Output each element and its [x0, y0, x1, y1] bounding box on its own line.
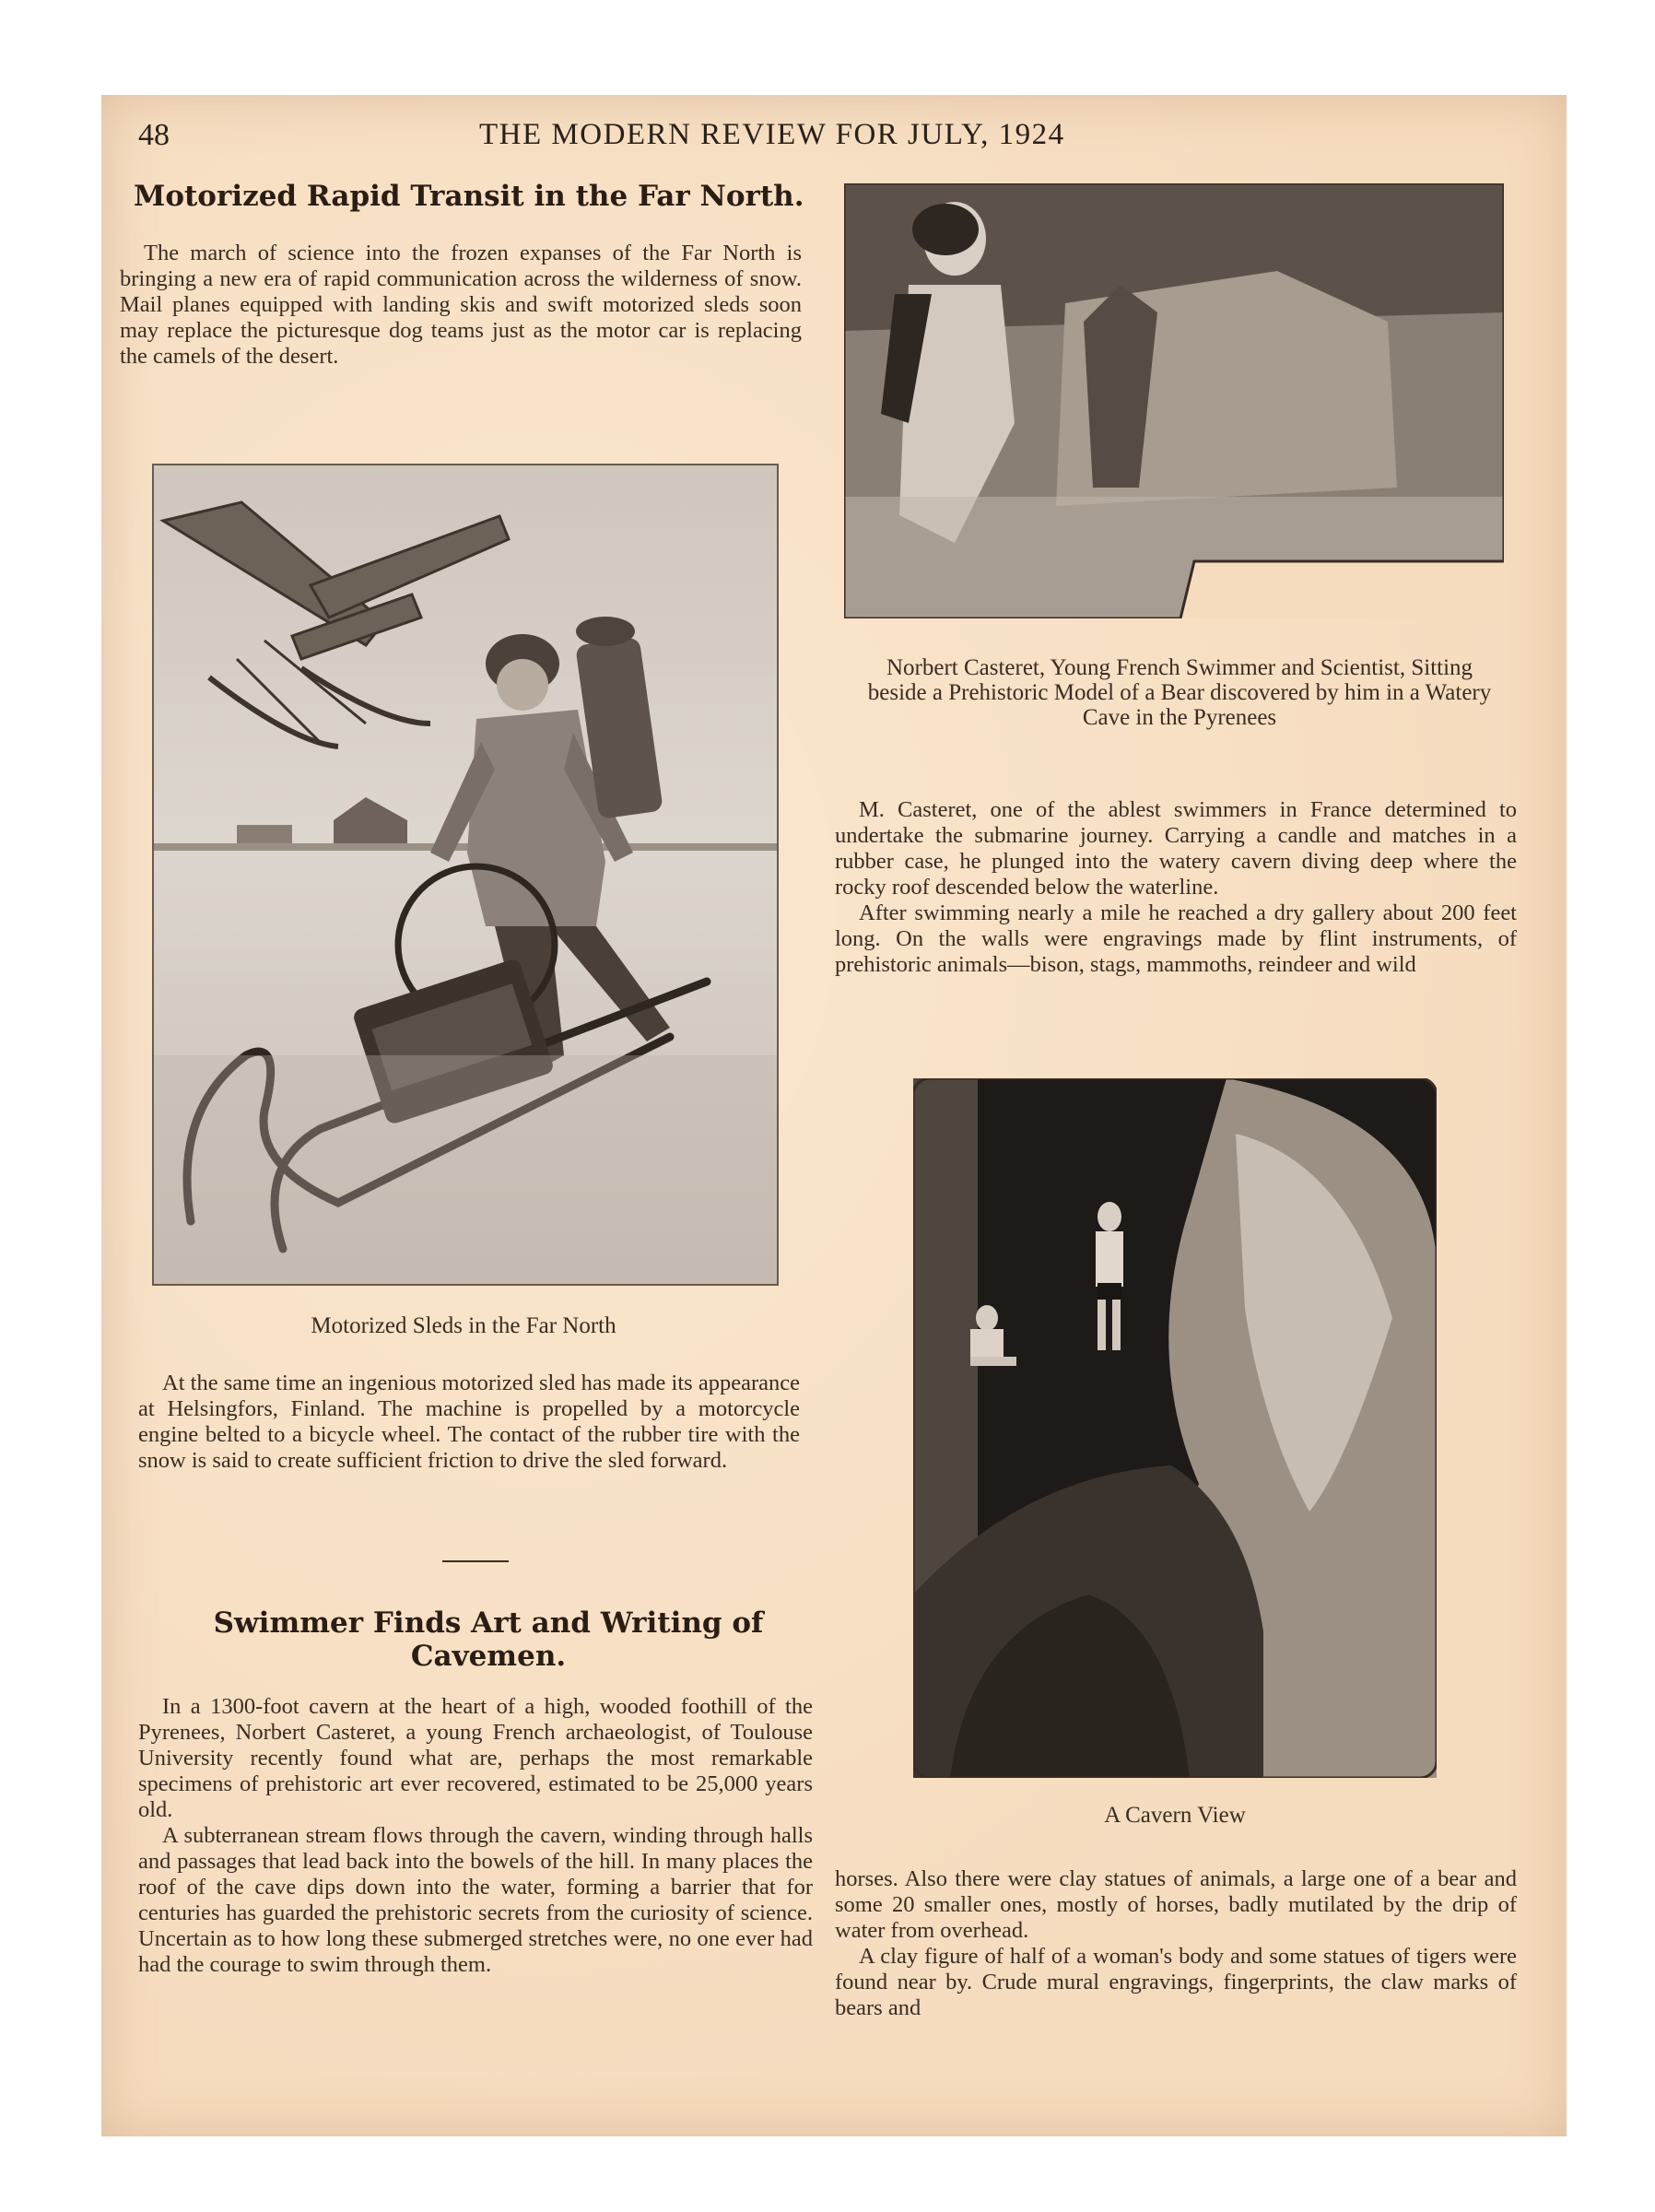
swimmer-para-6: A clay figure of half of a woman's body and some statues of tigers were found near by. Crude mural engravings, fingerprints, the claw marks of bears and: [835, 1944, 1517, 2020]
magazine-page: [101, 95, 1567, 2136]
sleds-second-paragraph: [138, 1371, 800, 1474]
page-number: 48: [138, 118, 170, 152]
swimmer-column-right-top: [835, 797, 1517, 978]
running-head: THE MODERN REVIEW FOR JULY, 1924: [479, 118, 1065, 151]
sled-photo-caption: Motorized Sleds in the Far North: [311, 1313, 616, 1338]
swimmer-para-5: horses. Also there were clay statues of animals, a large one of a bear and some 20 smaller ones, mostly of horses, badly mutilated by the drip of water from overhead.: [835, 1866, 1517, 1943]
section-divider: [442, 1560, 509, 1562]
swimmer-para-1: In a 1300-foot cavern at the heart of a high, wooded foothill of the Pyrenees, Norbert Casteret, a young French archaeologist, of Toulouse University recently found what are, perhaps the most remarkable specimens of prehistoric art ever recovered, estimated to be 25,000 years old.: [138, 1694, 813, 1822]
motorized-sled-photo: [152, 464, 779, 1286]
sleds-second-text: At the same time an ingenious motorized sled has made its appearance at Helsingfors, Finland. The machine is propelled by a motorcycle engine belted to a bicycle wheel. The contact of the rubber tire with the snow is said to create sufficient friction to drive the sled forward.: [138, 1371, 800, 1473]
sleds-intro-text: The march of science into the frozen expanses of the Far North is bringing a new era of rapid communication across the wilderness of snow. Mail planes equipped with landing skis and swift motorized sleds soon may replace the picturesque dog teams just as the motor car is replacing the camels of the desert.: [120, 241, 802, 369]
casteret-bear-model-photo: [844, 183, 1504, 618]
casteret-photo-caption: Norbert Casteret, Young French Swimmer and Scientist, Sitting beside a Prehistoric Model of a Bear discovered by him in a Watery Cave in the Pyrenees: [867, 655, 1492, 730]
swimmer-para-2: A subterranean stream flows through the cavern, winding through halls and passages that lead back into the bowels of the hill. In many places the roof of the cave dips down into the water, forming a barrier that for centuries has guarded the prehistoric secrets from the curiosity of science. Uncertain as to how long these submerged stretches were, no one ever had had the courage to swim through them.: [138, 1823, 813, 1977]
swimmer-column-left: [138, 1694, 813, 1978]
swimmer-headline: Swimmer Finds Art and Writing of Cavemen.: [213, 1606, 764, 1673]
swimmer-column-right-bottom: [835, 1866, 1517, 2021]
sleds-headline: Motorized Rapid Transit in the Far North.: [134, 180, 804, 213]
cavern-view-photo: [913, 1078, 1437, 1778]
swimmer-para-3: M. Casteret, one of the ablest swimmers in France determined to undertake the submarine journey. Carrying a candle and matches in a rubber case, he plunged into the watery cavern diving deep where the rocky roof descended below the waterline.: [835, 797, 1517, 900]
swimmer-para-4: After swimming nearly a mile he reached a dry gallery about 200 feet long. On the walls were engravings made by flint instruments, of prehistoric animals—bison, stags, mammoths, reindeer and wild: [835, 900, 1517, 977]
sleds-intro-paragraph: [120, 241, 802, 370]
cavern-photo-caption: A Cavern View: [1104, 1803, 1246, 1828]
